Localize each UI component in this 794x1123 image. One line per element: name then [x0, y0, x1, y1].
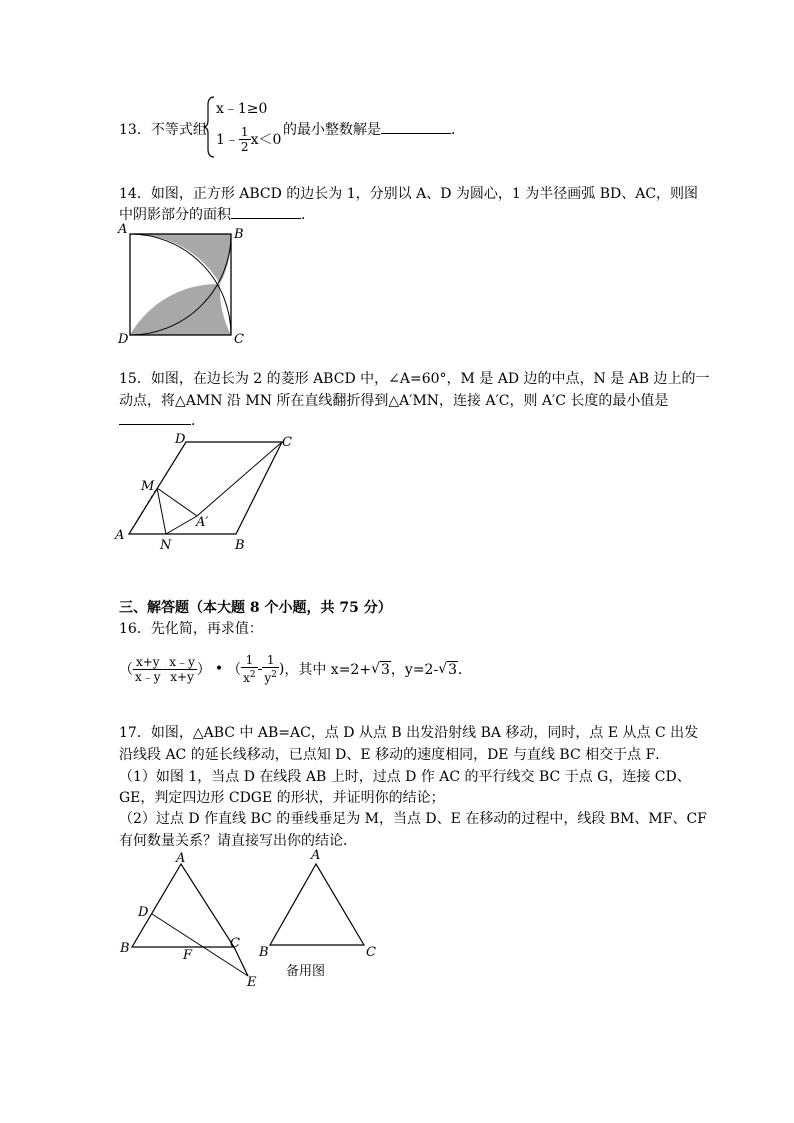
q13-suffix-line [283, 119, 465, 139]
label-F: F [183, 948, 193, 963]
q15-line2: 动点，将△AMN 沿 MN 所在直线翻折得到△A′MN，连接 A′C，则 A′C 长度的最小值是 [119, 393, 669, 409]
figure-caption: 备用图 [286, 964, 326, 979]
label-A: A [176, 851, 186, 866]
q13-frac-num: 1 [240, 124, 249, 139]
q13-suffix: 的最小整数解是 [283, 122, 381, 138]
paren-close: ） [196, 662, 211, 678]
q15-figure [112, 428, 312, 553]
q15-line1: 15．如图，在边长为 2 的菱形 ABCD 中，∠A=60°，M 是 AD 边的中点，N 是 AB 边上的一 [119, 371, 710, 387]
frac4-den [262, 668, 279, 685]
q15-line3 [119, 410, 205, 430]
label-C: C [230, 936, 240, 951]
answer-blank[interactable] [231, 204, 301, 219]
label-D: D [118, 332, 129, 347]
frac3-den [241, 668, 258, 685]
q13-ineq2-a: 1﹣ [216, 132, 239, 148]
q16-expression [119, 649, 472, 689]
q14-line1: 14．如图，正方形 ABCD 的边长为 1，分别以 A、D 为圆心，1 为半径画弧 BD、AC，则图 [119, 186, 699, 202]
sqrt-radicand-2: 3 [448, 661, 458, 678]
q13-ineq2 [216, 122, 281, 156]
q16-line1: 16．先化简，再求值： [119, 621, 263, 637]
q16-frac2 [167, 655, 197, 684]
q17-figure-2 [255, 845, 385, 965]
q13-frac-den: 2 [240, 139, 249, 154]
q13-fraction [239, 125, 251, 154]
minus-sign: - [162, 661, 168, 677]
segment-ma1 [157, 488, 197, 516]
label-D: D [175, 432, 186, 447]
sqrt-radicand: 3 [381, 661, 390, 678]
frac2-num: x﹣y [169, 654, 195, 669]
sqrt-sign-2: √ [438, 661, 448, 677]
label-B: B [235, 538, 245, 553]
exponent: 2 [271, 670, 277, 680]
frac4-num: 1 [262, 653, 279, 668]
q17-line5: （2）过点 D 作直线 BC 的垂线垂足为 M，当点 D、E 在移动的过程中，线段 BM、MF、CF [119, 811, 707, 827]
answer-blank[interactable] [119, 410, 191, 425]
label-C: C [366, 945, 376, 960]
frac4-den-var: y [264, 671, 272, 685]
q17-figure-1 [112, 848, 272, 993]
label-A-prime: A′ [196, 515, 209, 530]
frac1-den: x﹣y [135, 669, 161, 684]
label-A: A [118, 222, 128, 237]
q16-end: ． [458, 662, 473, 678]
q14-end: ． [301, 207, 315, 223]
label-D: D [138, 905, 149, 920]
paren-close-2: ) [278, 661, 285, 677]
q16-cond-a: ，其中 x=2+ [284, 662, 372, 678]
q16-frac4 [262, 653, 279, 685]
shaded-region-top [130, 234, 231, 284]
q13-prefix: 13．不等式组 [119, 122, 207, 138]
label-C: C [234, 332, 244, 347]
q16-cond-b: ，y=2- [390, 662, 439, 678]
label-E: E [247, 975, 257, 990]
frac1-num: x+y [133, 655, 163, 670]
exponent: 2 [249, 670, 256, 680]
label-B: B [259, 945, 269, 960]
section-heading: 三、解答题（本大题 8 个小题，共 75 分） [119, 600, 392, 616]
frac3-den-var: x [243, 671, 250, 685]
q17-line3: （1）如图 1，当点 D 在线段 AB 上时，过点 D 作 AC 的平行线交 BC 于点 G，连接 CD、 [119, 769, 691, 785]
paren-open-2: （ [227, 662, 242, 678]
q17-line4: GE，判定四边形 CDGE 的形状，并证明你的结论； [119, 790, 445, 806]
q17-line1: 17．如图，△ABC 中 AB=AC，点 D 从点 B 出发沿射线 BA 移动，同时，点 E 从点 C 出发 [119, 725, 699, 741]
q13-ineq1: x﹣1≥0 [216, 101, 268, 117]
label-N: N [160, 538, 172, 553]
minus-sign-2: - [257, 661, 263, 677]
q15-end: ． [191, 413, 205, 429]
label-C: C [282, 435, 292, 450]
q17-line6: 有何数量关系？请直接写出你的结论． [119, 833, 357, 849]
sqrt-sign: √ [371, 661, 380, 677]
shaded-region-bottom [130, 284, 231, 335]
dashed-am [129, 488, 157, 534]
frac2-den: x+y [170, 669, 194, 684]
q14-line2-wrap [119, 204, 315, 224]
times-dot: • [214, 661, 224, 677]
q17-line2: 沿线段 AC 的延长线移动，已点知 D、E 移动的速度相同，DE 与直线 BC 相交于点 F． [119, 747, 670, 763]
label-A: A [115, 528, 125, 543]
label-B: B [120, 941, 130, 956]
segment-mn [157, 488, 166, 534]
q13-ineq2-b: x＜0 [250, 132, 282, 148]
frac3-num: 1 [241, 653, 258, 668]
triangle-abc-backup [270, 864, 364, 945]
brace-icon [203, 95, 217, 159]
q14-line2: 中阴影部分的面积 [119, 207, 231, 223]
q14-figure [110, 222, 250, 347]
label-M: M [141, 479, 155, 494]
segment-a1c [197, 442, 282, 516]
segment-na1 [166, 516, 197, 534]
q16-frac3 [241, 653, 258, 685]
q13-end: ． [451, 122, 465, 138]
label-A: A [311, 848, 321, 863]
label-B: B [234, 227, 244, 242]
paren-open: （ [119, 662, 133, 678]
q16-frac1 [133, 655, 163, 684]
answer-blank[interactable] [381, 119, 451, 134]
